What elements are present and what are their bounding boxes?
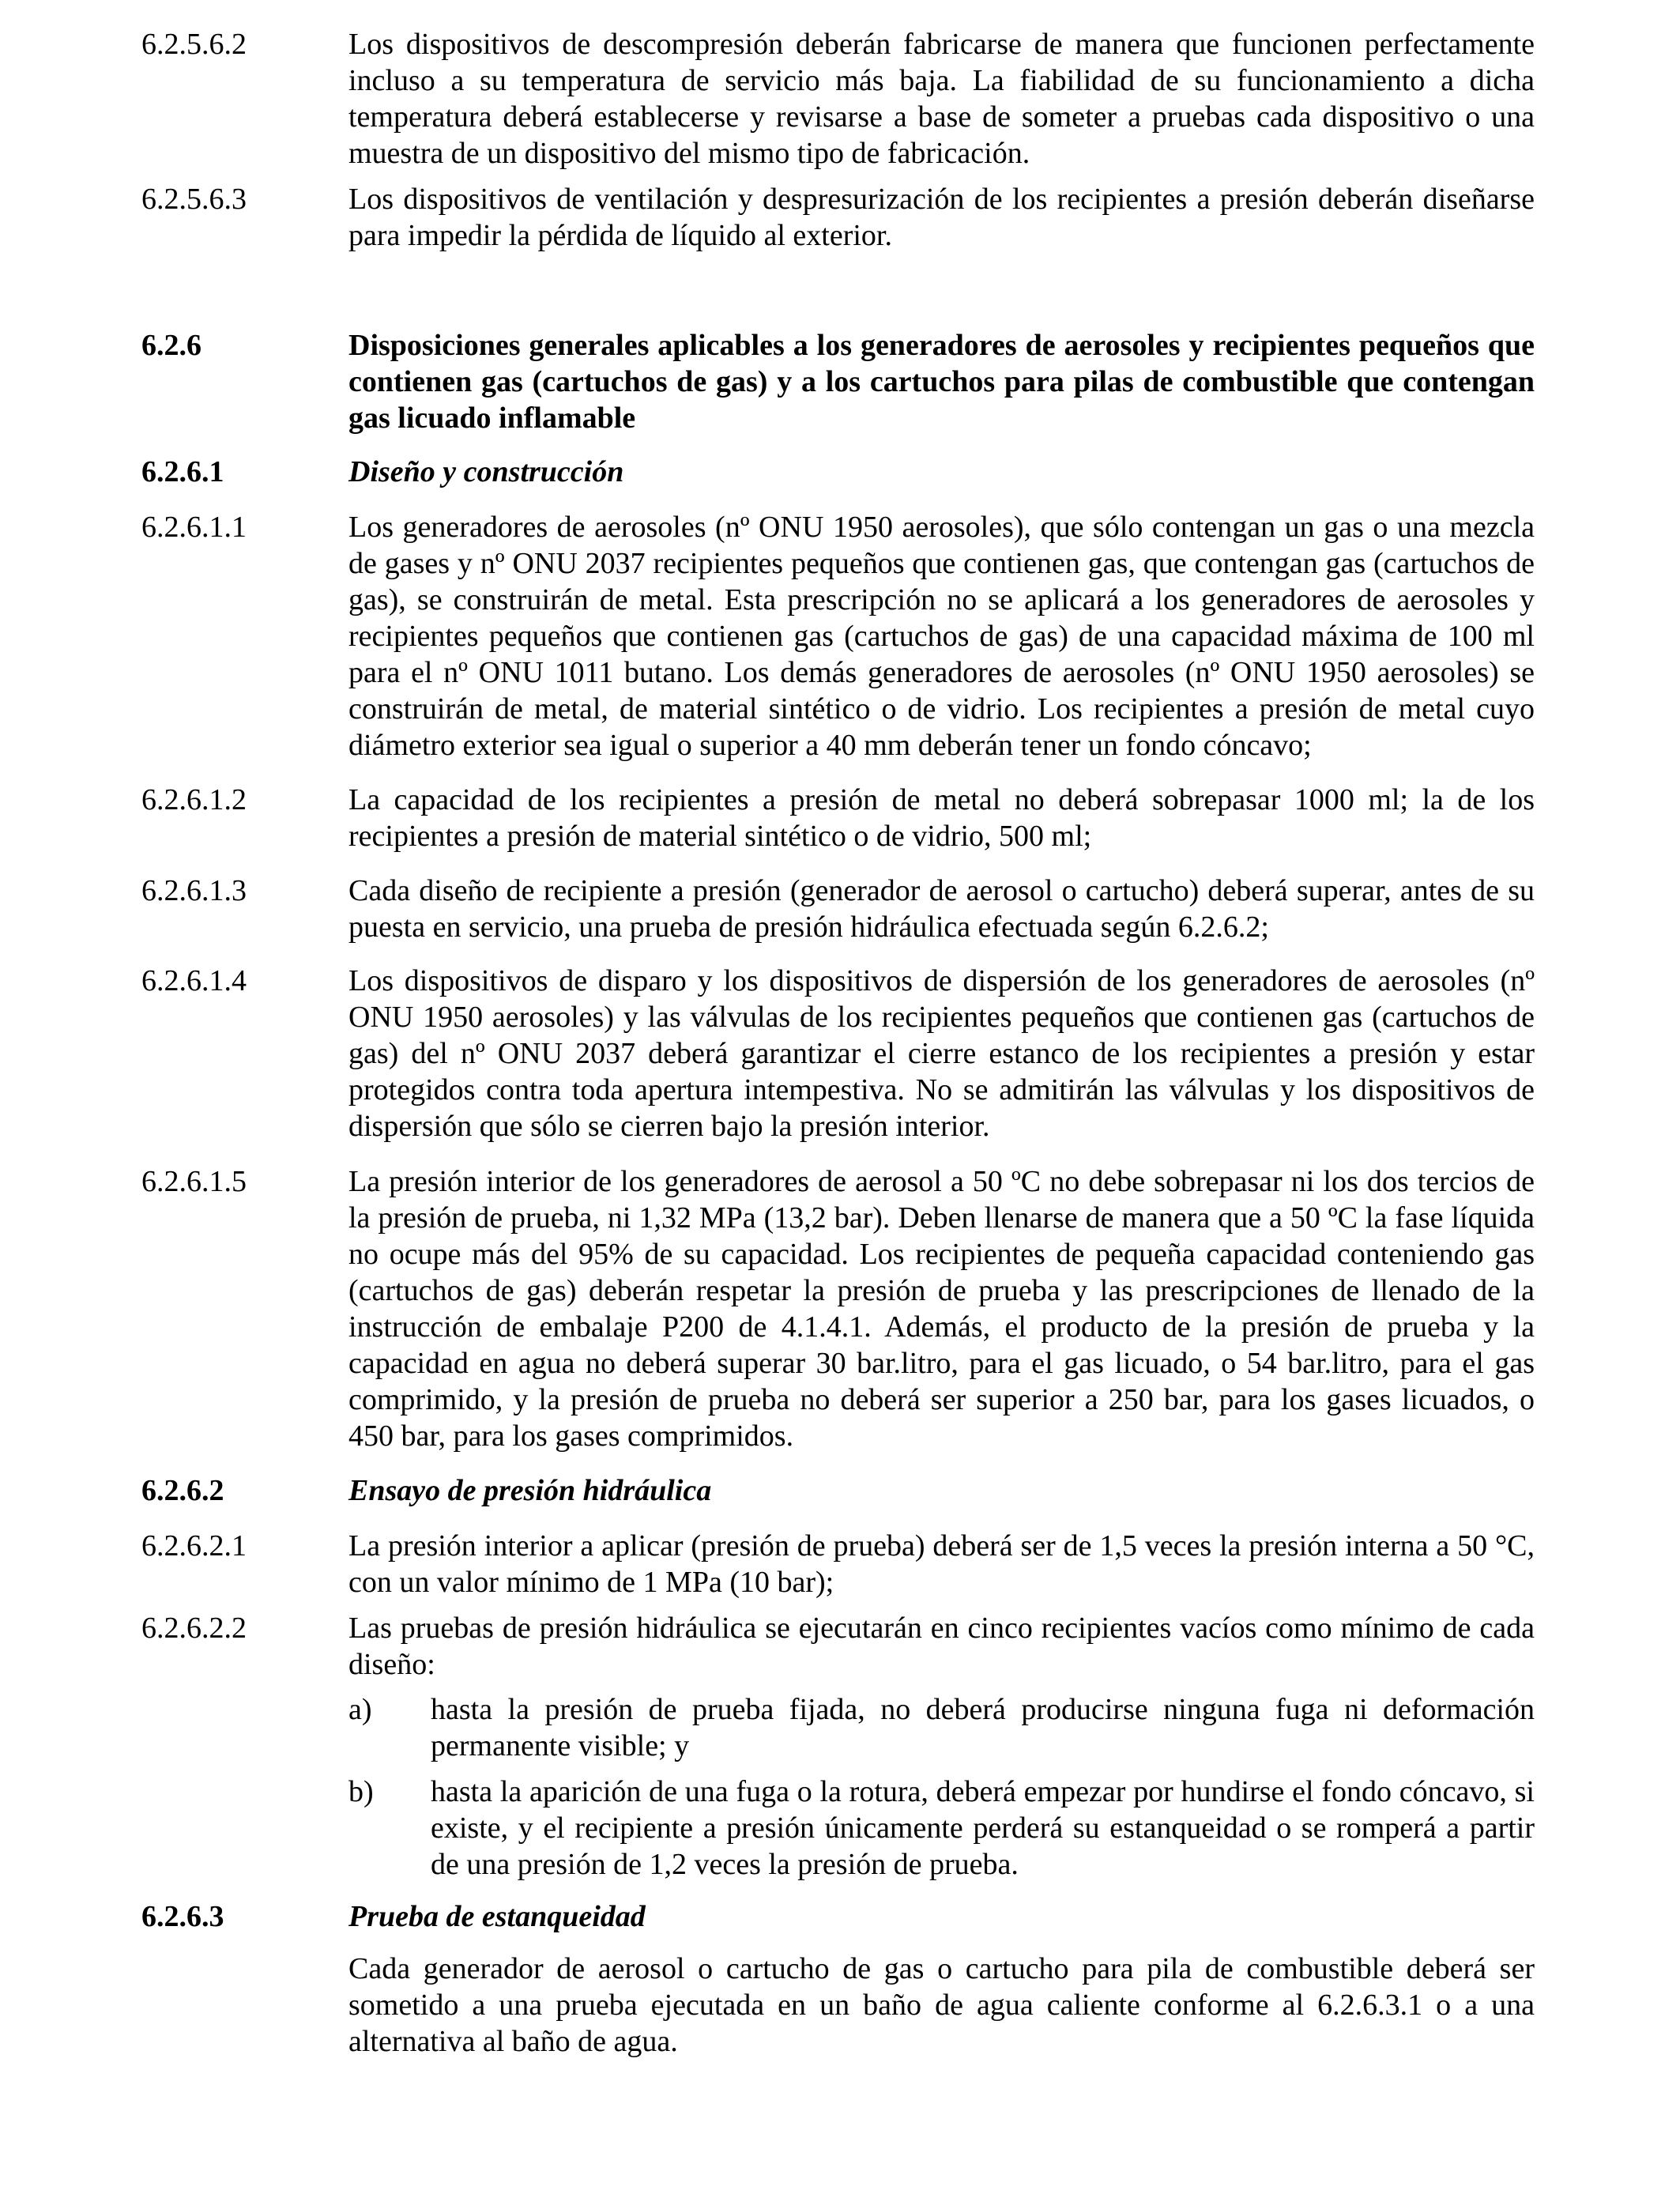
paragraph-number: 6.2.6.2.2 — [141, 1612, 247, 1645]
paragraph-text: Las pruebas de presión hidráulica se ejecutarán en cinco recipientes vacíos como mínimo de cada diseño: — [348, 1612, 1535, 1681]
paragraph-text: Los dispositivos de disparo y los dispositivos de dispersión de los generadores de aerosoles (nº ONU 1950 aerosoles) y las válvulas de los recipientes pequeños que contienen gas (cartuchos de gas) del nº ONU 2037 deberá garantizar el cierre estanco de los recipientes a presión y estar protegidos contra toda apertura intempestiva. No se admitirán las válvulas y los dispositivos de dispersión que sólo se cierren bajo la presión interior. — [348, 964, 1535, 1143]
subsection-title: Prueba de estanqueidad — [348, 1900, 646, 1933]
paragraph-text: Cada generador de aerosol o cartucho de gas o cartucho para pila de combustible deberá ser sometido a una prueba ejecutada en un baño de agua caliente conforme al 6.2.6.3.1 o a una alternativa al baño de agua. — [348, 1952, 1535, 2058]
paragraph-text: La presión interior a aplicar (presión de prueba) deberá ser de 1,5 veces la presión interna a 50 °C, con un valor mínimo de 1 MPa (10 bar); — [348, 1529, 1535, 1599]
paragraph-text: Los dispositivos de ventilación y despresurización de los recipientes a presión deberán diseñarse para impedir la pérdida de líquido al exterior. — [348, 183, 1535, 252]
subsection-title: Diseño y construcción — [348, 455, 624, 488]
paragraph-text: La presión interior de los generadores de aerosol a 50 ºC no debe sobrepasar ni los dos tercios de la presión de prueba, ni 1,32 MPa (13,2 bar). Deben llenarse de manera que a 50 ºC la fase líquida no ocupe más del 95% de su capacidad. Los recipientes de pequeña capacidad conteniendo gas (cartuchos de gas) deberán respetar la presión de prueba y las prescripciones de llenado de la instrucción de embalaje P200 de 4.1.4.1. Además, el producto de la presión de prueba y la capacidad en agua no deberá superar 30 bar.litro, para el gas licuado, o 54 bar.litro, para el gas comprimido, y la presión de prueba no deberá ser superior a 250 bar, para los gases licuados, o 450 bar, para los gases comprimidos. — [348, 1165, 1535, 1453]
paragraph-text: Los generadores de aerosoles (nº ONU 1950 aerosoles), que sólo contengan un gas o una mezcla de gases y nº ONU 2037 recipientes pequeños que contienen gas, que contengan gas (cartuchos de gas), se construirán de metal. Esta prescripción no se aplicará a los generadores de aerosoles y recipientes pequeños que contienen gas (cartuchos de gas) de una capacidad máxima de 100 ml para el nº ONU 1011 butano. Los demás generadores de aerosoles (nº ONU 1950 aerosoles) se construirán de metal, de material sintético o de vidrio. Los recipientes a presión de metal cuyo diámetro exterior sea igual o superior a 40 mm deberán tener un fondo cóncavo; — [348, 511, 1535, 762]
paragraph-number: 6.2.6.1.4 — [141, 964, 247, 997]
list-item-text: hasta la presión de prueba fijada, no deberá producirse ninguna fuga ni deformación permanente visible; y — [431, 1693, 1535, 1762]
paragraph-text: Los dispositivos de descompresión deberán fabricarse de manera que funcionen perfectamente incluso a su temperatura de servicio más baja. La fiabilidad de su funcionamiento a dicha temperatura deberá establecerse y revisarse a base de someter a pruebas cada dispositivo o una muestra de un dispositivo del mismo tipo de fabricación. — [348, 28, 1535, 170]
paragraph-number: 6.2.6.1.5 — [141, 1165, 247, 1198]
paragraph-text: La capacidad de los recipientes a presión de metal no deberá sobrepasar 1000 ml; la de los recipientes a presión de material sintético o de vidrio, 500 ml; — [348, 783, 1535, 853]
paragraph-number: 6.2.5.6.2 — [141, 28, 247, 61]
paragraph-number: 6.2.6.2.1 — [141, 1529, 247, 1563]
paragraph-text: Cada diseño de recipiente a presión (generador de aerosol o cartucho) deberá superar, antes de su puesta en servicio, una prueba de presión hidráulica efectuada según 6.2.6.2; — [348, 874, 1535, 944]
list-item-label: b) — [348, 1775, 374, 1808]
list-item-text: hasta la aparición de una fuga o la rotura, deberá empezar por hundirse el fondo cóncavo, si existe, y el recipiente a presión únicamente perderá su estanqueidad o se romperá a partir de una presión de 1,2 veces la presión de prueba. — [431, 1775, 1535, 1881]
list-item-label: a) — [348, 1693, 372, 1726]
subsection-title: Ensayo de presión hidráulica — [348, 1474, 712, 1507]
subsection-number: 6.2.6.1 — [141, 455, 224, 488]
paragraph-number: 6.2.6.1.1 — [141, 511, 247, 544]
subsection-number: 6.2.6.3 — [141, 1900, 224, 1933]
section-title: Disposiciones generales aplicables a los generadores de aerosoles y recipientes pequeños que contienen gas (cartuchos de gas) y a los cartuchos para pilas de combustible que contengan gas licuado inflamable — [348, 329, 1535, 435]
subsection-number: 6.2.6.2 — [141, 1474, 224, 1507]
paragraph-number: 6.2.6.1.2 — [141, 783, 247, 816]
section-number: 6.2.6 — [141, 329, 202, 362]
paragraph-number: 6.2.6.1.3 — [141, 874, 247, 907]
paragraph-number: 6.2.5.6.3 — [141, 183, 247, 216]
